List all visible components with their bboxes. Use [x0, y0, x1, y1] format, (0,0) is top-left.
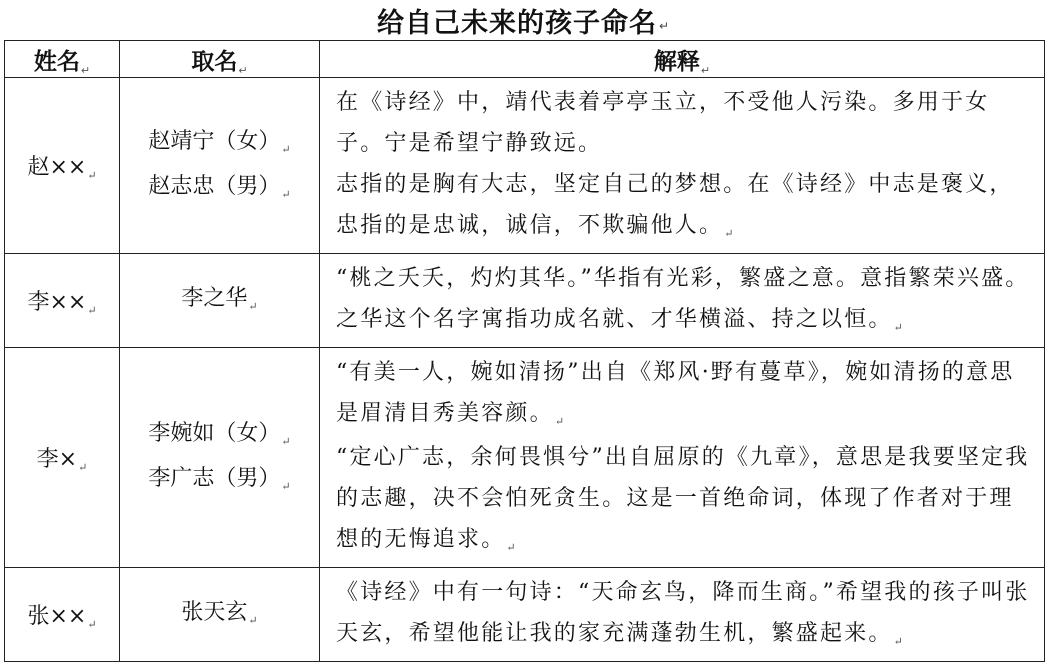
explanation-cell	[320, 348, 1045, 568]
surname-cell: 赵$\times\times_↵$	[5, 78, 120, 254]
header-explanation: 解释$_↵$	[320, 41, 1045, 78]
paragraph-mark-icon: ↵	[658, 19, 671, 33]
paragraph-mark-icon: ↵	[78, 461, 88, 474]
given-name: 李婉如（女）	[148, 420, 281, 446]
header-surname: 姓名$_↵$	[5, 41, 120, 78]
given-name: 李广志（男）	[148, 465, 281, 491]
paragraph-mark-icon: ↵	[281, 434, 291, 448]
paragraph-mark-icon: ↵	[893, 321, 906, 334]
given-name: 赵靖宁（女）	[148, 128, 281, 154]
surname-cell: 张$\times\times_↵$	[5, 568, 120, 662]
paragraph-mark-icon: ↵	[700, 63, 711, 77]
paragraph-mark-icon: ↵	[281, 187, 291, 201]
paragraph-mark-icon: ↵	[238, 63, 248, 77]
paragraph-mark-icon: ↵	[87, 304, 97, 317]
explanation-cell	[320, 254, 1045, 348]
paragraph-mark-icon: ↵	[248, 300, 258, 313]
explanation-paragraph: “有美一人，婉如清扬”出自《郑风·野有蔓草》，婉如清扬的意思是眉清目秀美容颜。	[336, 360, 1015, 426]
given-name: 李之华	[181, 286, 248, 311]
paragraph-mark-icon: ↵	[506, 541, 518, 554]
table-row	[5, 254, 1045, 348]
paragraph-mark-icon: ↵	[87, 169, 97, 182]
table-row	[5, 348, 1045, 568]
given-name: 赵志忠（男）	[148, 173, 281, 199]
paragraph-mark-icon: ↵	[80, 63, 91, 77]
explanation-paragraph: 志指的是胸有大志，坚定自己的梦想。在《诗经》中志是褒义，忠指的是忠诚，诚信，不欺骗他人。	[336, 172, 1014, 238]
given-name-cell	[120, 254, 320, 348]
surname-cell: 李$\times\times_↵$	[5, 254, 120, 348]
given-name-cell	[120, 568, 320, 662]
title-text: 给自己未来的孩子命名	[376, 7, 657, 39]
paragraph-mark-icon: ↵	[281, 479, 291, 493]
paragraph-mark-icon: ↵	[87, 618, 97, 631]
surname-cell: 李$\times_↵$	[5, 348, 120, 568]
paragraph-mark-icon: ↵	[724, 227, 736, 240]
table-row	[5, 568, 1045, 662]
given-name: 张天玄	[181, 600, 248, 625]
paragraph-mark-icon: ↵	[554, 415, 567, 428]
document-title	[0, 0, 1047, 40]
explanation-cell	[320, 568, 1045, 662]
header-row	[5, 41, 1045, 78]
explanation-cell	[320, 78, 1045, 254]
explanation-paragraph: “定心广志，余何畏惧兮”出自屈原的《九章》，意思是我要坚定我的志趣，决不会怕死贪生。这是一首绝命词，体现了作者对于理想的无悔追求。	[336, 445, 1030, 552]
paragraph-mark-icon: ↵	[281, 142, 291, 156]
explanation-paragraph: 在《诗经》中，靖代表着亭亭玉立，不受他人污染。多用于女子。宁是希望宁静致远。	[336, 90, 990, 156]
paragraph-mark-icon: ↵	[893, 635, 906, 648]
header-given-name: 取名$_↵$	[120, 41, 320, 78]
naming-table	[4, 40, 1045, 662]
given-name-cell	[120, 348, 320, 568]
explanation-paragraph: 《诗经》中有一句诗：“天命玄鸟，降而生商。”希望我的孩子叫张天玄，希望他能让我的家充满蓬勃生机，繁盛起来。	[336, 580, 1030, 646]
explanation-paragraph: “桃之夭夭，灼灼其华。”华指有光彩，繁盛之意。意指繁荣兴盛。之华这个名字寓指功成名就、才华横溢、持之以恒。	[336, 266, 1030, 332]
table-row	[5, 78, 1045, 254]
given-name-cell	[120, 78, 320, 254]
paragraph-mark-icon: ↵	[248, 614, 258, 627]
